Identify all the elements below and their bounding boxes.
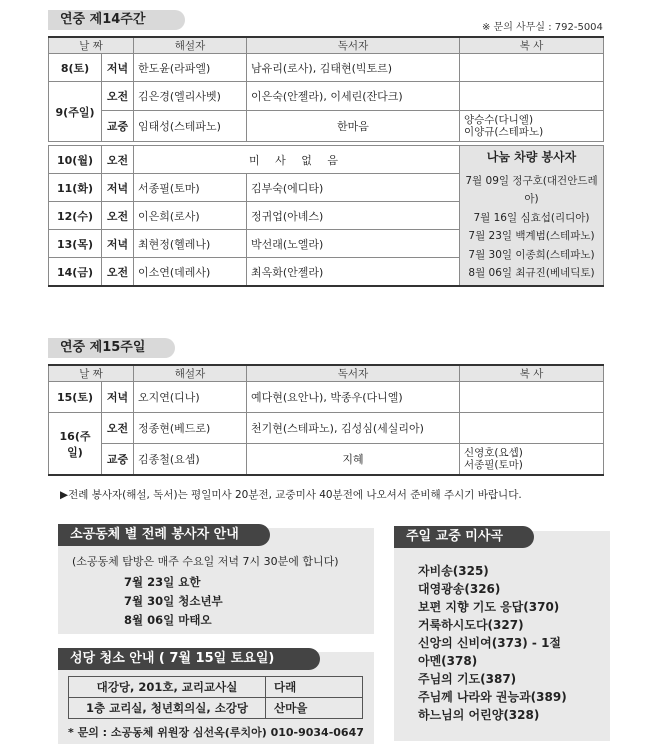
commentator-cell: 정종현(베드로) <box>134 413 247 444</box>
table-row <box>49 146 604 174</box>
server-name: 서종필(토마) <box>464 459 523 471</box>
header-server: 복 사 <box>460 37 604 54</box>
week15-title: 연중 제15주일 <box>48 338 175 358</box>
volunteer-line: 7월 09일 정구호(대건안드레아) <box>465 174 598 206</box>
server-cell <box>460 54 604 82</box>
volunteer-note: ▶전례 봉사자(해설, 독서)는 평일미사 20분전, 교중미사 40분전에 나오셔서 준비해 주시기 바랍니다. <box>60 489 522 501</box>
date-cell: 8(토) <box>49 54 102 82</box>
hymn-item: 주님께 나라와 권능과(389) <box>418 690 567 704</box>
commentator-cell: 김종철(요셉) <box>134 444 247 476</box>
date-cell: 15(토) <box>49 382 102 413</box>
table-row <box>49 54 604 82</box>
header-commentator: 해설자 <box>134 37 247 54</box>
hymn-item: 신앙의 신비여(373) - 1절 <box>418 636 562 650</box>
time-cell: 교중 <box>102 111 134 142</box>
community-subtitle: (소공동체 탐방은 매주 수요일 저녁 7시 30분에 합니다) <box>72 555 339 568</box>
commentator-cell: 오지연(디나) <box>134 382 247 413</box>
cleaning-title: 성당 청소 안내 ( 7월 15일 토요일) <box>58 648 320 670</box>
cleaning-table <box>68 676 363 719</box>
community-item: 7월 23일 요한 <box>124 575 201 589</box>
hymn-item: 보편 지향 기도 응답(370) <box>418 600 560 614</box>
date-cell: 9(주일) <box>49 82 102 142</box>
reader-cell: 남유리(로사), 김태현(빅토르) <box>247 54 460 82</box>
header-reader: 독서자 <box>247 365 460 382</box>
hymn-item: 자비송(325) <box>418 564 489 578</box>
header-reader: 독서자 <box>247 37 460 54</box>
header-date: 날 짜 <box>49 37 134 54</box>
server-name: 이양규(스테파노) <box>464 126 544 138</box>
volunteer-line: 7월 23일 백계범(스테파노) <box>468 230 595 243</box>
community-title: 소공동체 별 전례 봉사자 안내 <box>58 524 270 546</box>
server-name: 양승수(다니엘) <box>464 114 534 126</box>
table-row <box>49 413 604 444</box>
week14-schedule-table <box>48 36 604 287</box>
hymns-title: 주일 교중 미사곡 <box>394 526 534 548</box>
hymn-item: 하느님의 어린양(328) <box>418 708 540 722</box>
table-row <box>49 382 604 413</box>
table-row <box>49 444 604 476</box>
cleaning-team: 다래 <box>266 677 363 698</box>
server-cell <box>460 413 604 444</box>
no-mass-cell: 미 사 없 음 <box>134 146 460 174</box>
date-cell: 16(주일) <box>49 413 102 476</box>
community-item: 8월 06일 마태오 <box>124 613 212 627</box>
week14-title: 연중 제14주간 <box>48 10 185 30</box>
commentator-cell: 이은희(로사) <box>134 202 247 230</box>
volunteer-title: 나눔 차량 봉사자 <box>486 150 577 165</box>
server-cell <box>460 82 604 111</box>
time-cell: 오전 <box>102 258 134 287</box>
time-cell: 오전 <box>102 82 134 111</box>
commentator-cell: 김은경(엘리사벳) <box>134 82 247 111</box>
server-name: 신영호(요셉) <box>464 447 523 459</box>
time-cell: 저녁 <box>102 382 134 413</box>
table-row <box>69 698 363 719</box>
table-row <box>69 677 363 698</box>
server-cell <box>460 382 604 413</box>
hymn-item: 거룩하시도다(327) <box>418 618 524 632</box>
reader-cell: 박선래(노엘라) <box>247 230 460 258</box>
office-contact: ※ 문의 사무실 : 792-5004 <box>482 22 603 33</box>
volunteer-cell <box>460 146 604 287</box>
week15-schedule-table <box>48 364 604 476</box>
time-cell: 오전 <box>102 202 134 230</box>
hymn-item: 아멘(378) <box>418 654 478 668</box>
hymn-item: 대영광송(326) <box>418 582 501 596</box>
date-cell: 11(화) <box>49 174 102 202</box>
date-cell: 13(목) <box>49 230 102 258</box>
volunteer-line: 8월 06일 최규진(베네딕토) <box>468 267 595 280</box>
reader-cell: 예다현(요안나), 박종우(다니엘) <box>247 382 460 413</box>
cleaning-place: 대강당, 201호, 교리교사실 <box>69 677 266 698</box>
commentator-cell: 서종필(토마) <box>134 174 247 202</box>
table-header <box>49 365 604 382</box>
time-cell: 교중 <box>102 444 134 476</box>
reader-cell: 최옥화(안젤라) <box>247 258 460 287</box>
hymn-item: 주님의 기도(387) <box>418 672 517 686</box>
cleaning-place: 1층 교리실, 청년회의실, 소강당 <box>69 698 266 719</box>
table-header <box>49 37 604 54</box>
cleaning-team: 산마을 <box>266 698 363 719</box>
volunteer-line: 7월 16일 심효섭(리디아) <box>473 211 590 224</box>
commentator-cell: 임태성(스테파노) <box>134 111 247 142</box>
header-server: 복 사 <box>460 365 604 382</box>
volunteer-line: 7월 30일 이종희(스테파노) <box>468 248 595 261</box>
commentator-cell: 한도윤(라파엘) <box>134 54 247 82</box>
reader-cell: 한마음 <box>247 111 460 142</box>
commentator-cell: 최현정(헬레나) <box>134 230 247 258</box>
date-cell: 14(금) <box>49 258 102 287</box>
time-cell: 저녁 <box>102 54 134 82</box>
date-cell: 12(수) <box>49 202 102 230</box>
header-commentator: 해설자 <box>134 365 247 382</box>
community-item: 7월 30일 청소년부 <box>124 594 223 608</box>
reader-cell: 지혜 <box>247 444 460 476</box>
cleaning-contact: * 문의 : 소공동체 위원장 심선옥(루치아) 010-9034-0647 <box>68 726 364 739</box>
table-row <box>49 111 604 142</box>
server-cell <box>460 111 604 142</box>
time-cell: 저녁 <box>102 230 134 258</box>
reader-cell: 천기현(스테파노), 김성심(세실리아) <box>247 413 460 444</box>
header-date: 날 짜 <box>49 365 134 382</box>
time-cell: 오전 <box>102 146 134 174</box>
reader-cell: 이은숙(안젤라), 이세린(잔다크) <box>247 82 460 111</box>
table-row <box>49 82 604 111</box>
date-cell: 10(월) <box>49 146 102 174</box>
time-cell: 저녁 <box>102 174 134 202</box>
server-cell <box>460 444 604 476</box>
commentator-cell: 이소연(데레사) <box>134 258 247 287</box>
time-cell: 오전 <box>102 413 134 444</box>
reader-cell: 김부숙(에디타) <box>247 174 460 202</box>
reader-cell: 정귀업(아녜스) <box>247 202 460 230</box>
